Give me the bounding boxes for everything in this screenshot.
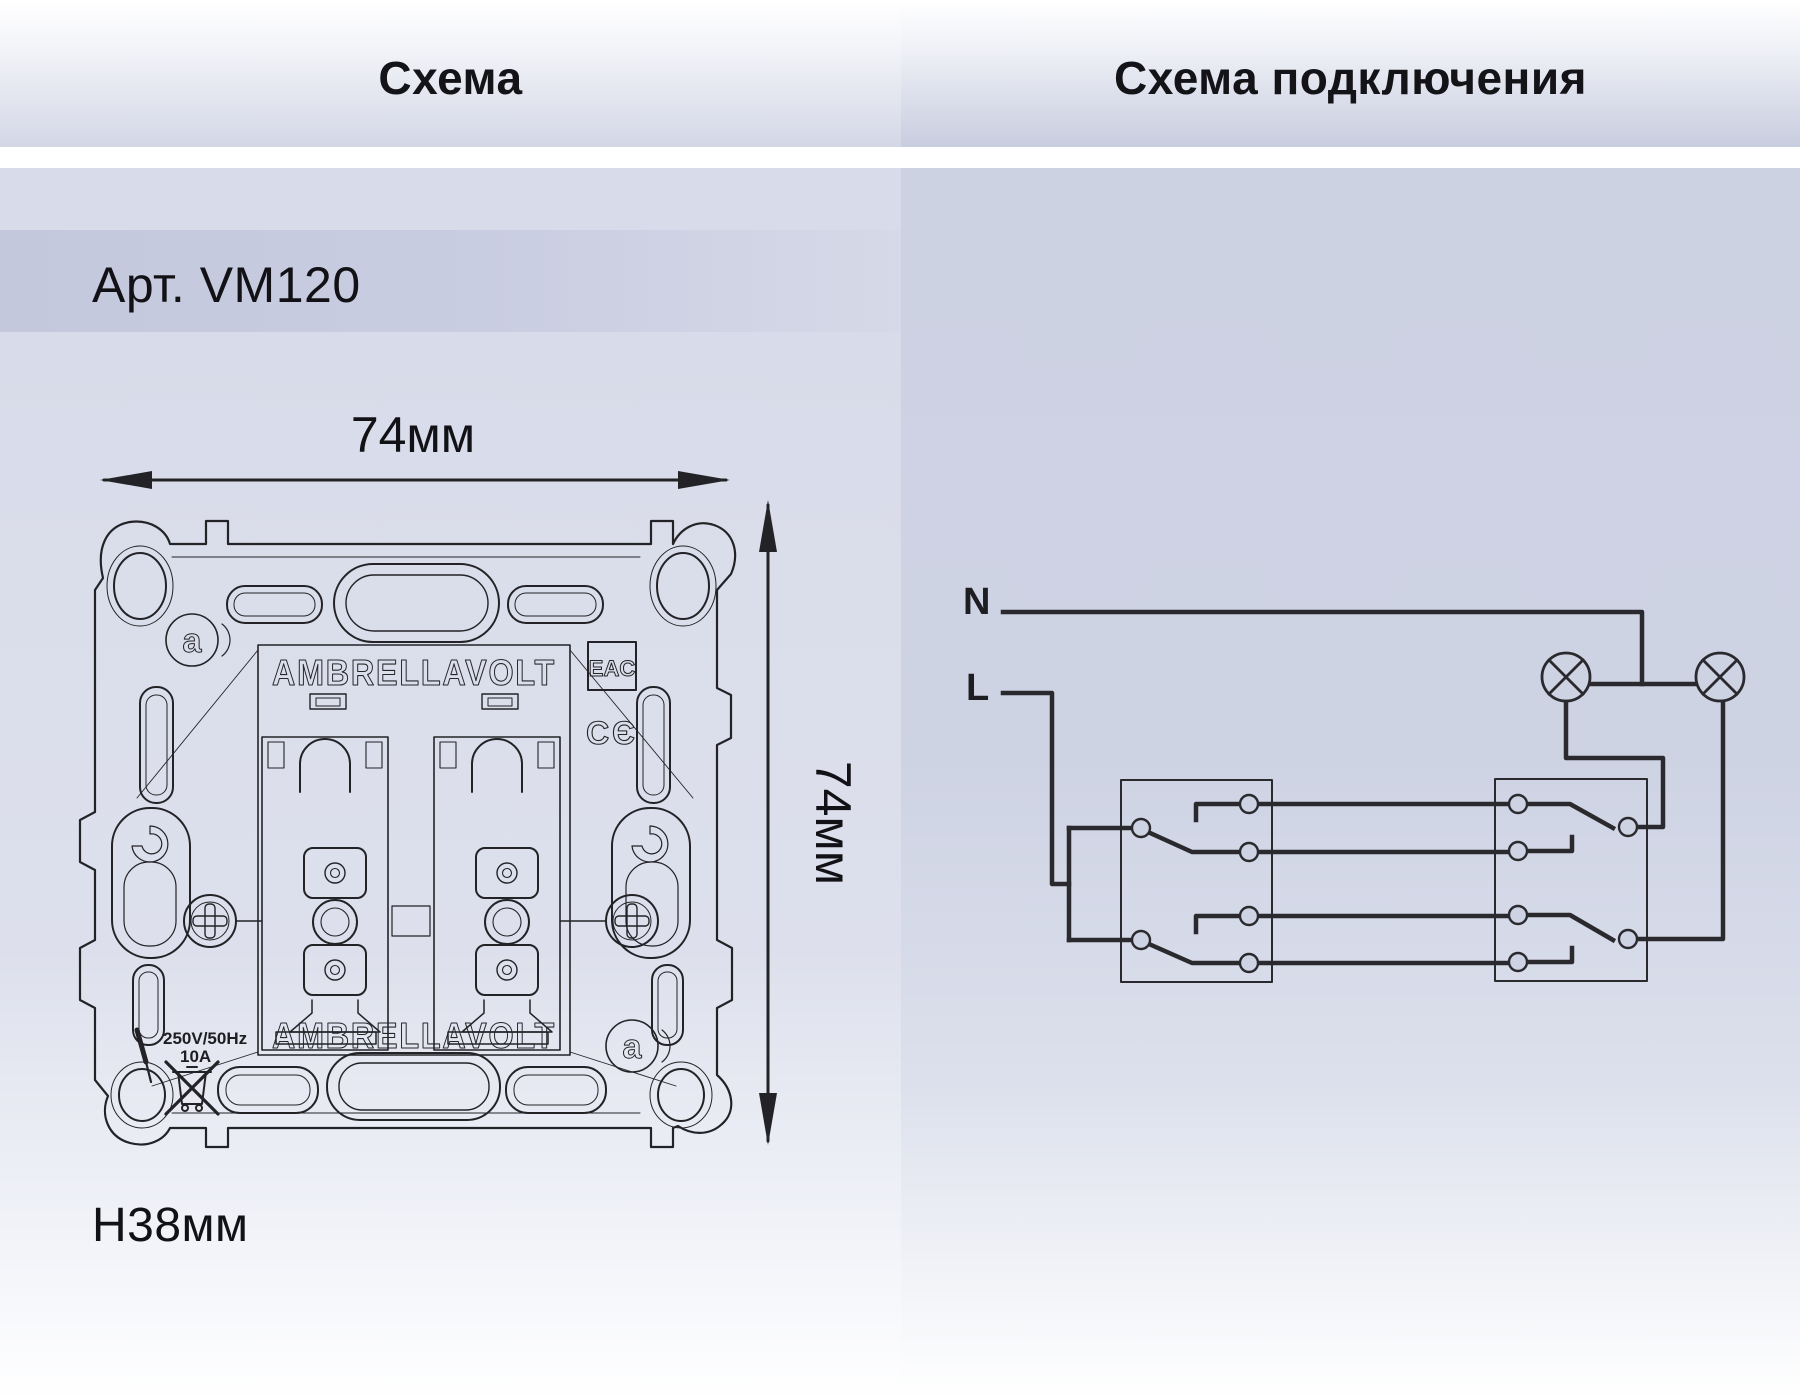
- width-dimension: [100, 407, 730, 489]
- mechanism-drawing: [40, 340, 880, 1170]
- line-label: L: [966, 667, 990, 709]
- rocker-mechanism-right: [434, 737, 560, 1050]
- switch-box-2: [1495, 779, 1647, 981]
- ce-mark-icon: CЄ: [586, 715, 638, 751]
- lamp-wires: [1566, 684, 1723, 939]
- neutral-label: N: [963, 581, 991, 623]
- wiring-diagram: [900, 560, 1800, 1020]
- traveler-wires: [1258, 804, 1509, 963]
- eac-mark-label: EAC: [588, 656, 636, 681]
- switch-box-1: [1121, 780, 1272, 982]
- lamp-icon-2: [1696, 653, 1744, 701]
- width-dimension-label: 74мм: [350, 407, 476, 463]
- article-number: Арт. VM120: [92, 257, 361, 313]
- current-rating: 10A: [180, 1047, 212, 1066]
- side-screw-right: [606, 895, 658, 947]
- mounting-plate: [80, 521, 735, 1147]
- lamp-icon-1: [1542, 653, 1590, 701]
- depth-label: H38мм: [92, 1199, 249, 1252]
- svg-text:a: a: [182, 622, 202, 660]
- left-column-upper-band: [0, 168, 901, 230]
- column-title-wiring: Схема подключения: [1114, 52, 1587, 104]
- divider-band: [0, 147, 1800, 168]
- eac-mark-icon: [588, 642, 636, 690]
- height-dimension-label: 74мм: [805, 760, 861, 886]
- brand-text-top: AMBRELLAVOLT: [272, 652, 556, 693]
- brand-logo-icon-bottom: [606, 1020, 670, 1072]
- side-screw-left: [184, 895, 236, 947]
- brand-text-bottom: AMBRELLAVOLT: [272, 1015, 556, 1056]
- weee-bin-icon: [166, 1062, 218, 1114]
- height-dimension: [759, 500, 861, 1145]
- svg-text:a: a: [622, 1028, 642, 1066]
- voltage-rating: 250V/50Hz: [163, 1029, 248, 1048]
- rocker-mechanism-left: [262, 737, 388, 1050]
- column-title-scheme: Схема: [378, 52, 523, 104]
- brand-logo-icon-top: [166, 614, 230, 666]
